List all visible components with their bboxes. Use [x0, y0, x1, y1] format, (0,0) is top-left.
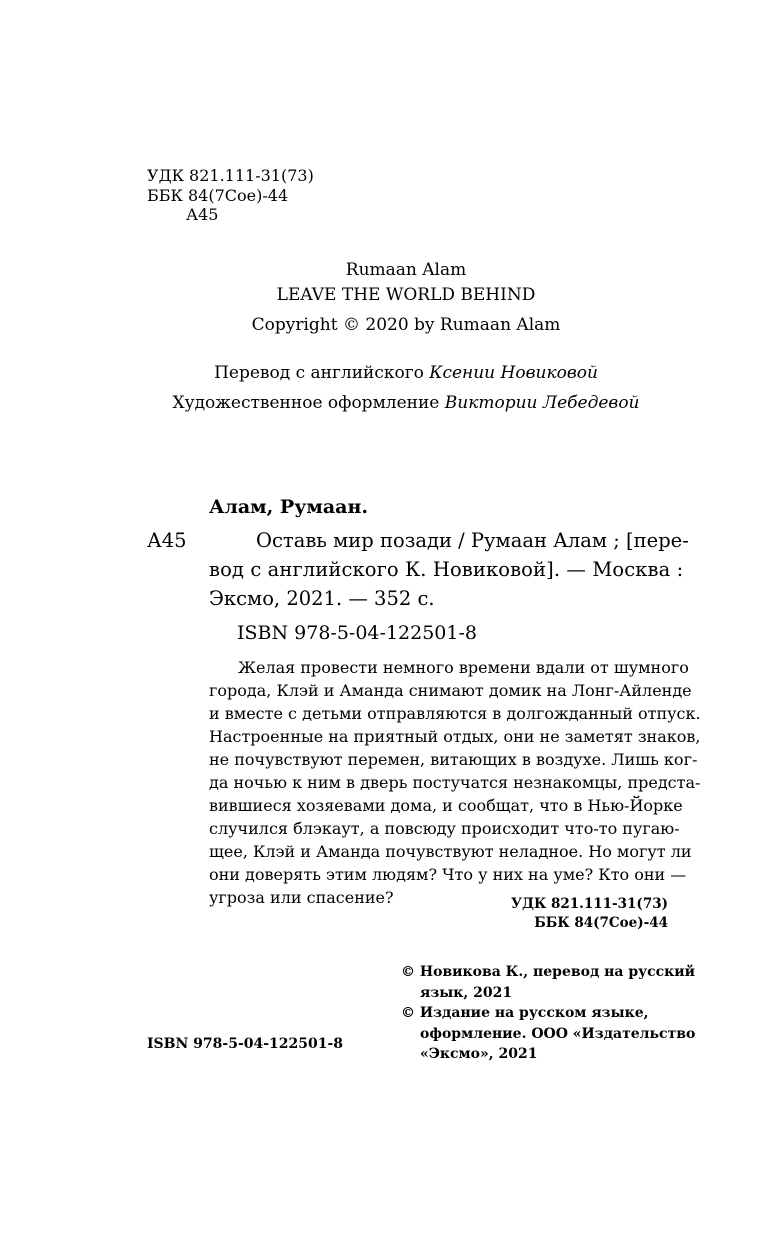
copyright-line: язык, 2021 [420, 984, 513, 1001]
original-author: Rumaan Alam [345, 260, 467, 280]
designer-name: Виктории Лебедевой [444, 393, 640, 413]
copyright-line: © Издание на русском языке, [401, 1005, 649, 1021]
copyright-block [401, 962, 695, 1065]
translation-prefix: Перевод с английского [214, 363, 430, 383]
author-sign-top: А45 [186, 205, 219, 224]
catalog-isbn: ISBN 978-5-04-122501-8 [237, 622, 477, 644]
annotation-line: случился блэкаут, а повсюду происходит что-то пугаю- [209, 819, 680, 838]
catalog-code: А45 [147, 529, 187, 552]
annotation-line: щее, Клэй и Аманда почувствуют неладное. Но могут ли [209, 842, 692, 861]
catalog-author-heading: Алам, Румаан. [209, 496, 369, 518]
isbn-bottom: ISBN 978-5-04-122501-8 [147, 1036, 344, 1052]
annotation-line: города, Клэй и Аманда снимают домик на Лонг-Айленде [209, 681, 692, 700]
catalog-description-line: вод с английского К. Новиковой]. — Москва : [209, 558, 684, 581]
bbk-code-top: ББК 84(7Сое)-44 [147, 186, 289, 205]
annotation-line: и вместе с детьми отправляются в долгожданный отпуск. [209, 704, 701, 723]
translator-name: Ксении Новиковой [429, 363, 598, 383]
copyright-line: оформление. ООО «Издательство [420, 1025, 696, 1042]
annotation-line: Желая провести немного времени вдали от шумного [238, 658, 689, 677]
annotation-line: они доверять этим людям? Что у них на уме? Кто они — [209, 865, 687, 884]
translation-credit [0, 363, 768, 383]
udk-code-bottom: УДК 821.111-31(73) [511, 896, 668, 912]
udk-code-top: УДК 821.111-31(73) [147, 166, 314, 185]
annotation-line: да ночью к ним в дверь постучатся незнакомцы, предста- [209, 773, 701, 792]
original-title: LEAVE THE WORLD BEHIND [276, 285, 536, 305]
catalog-description-line: Оставь мир позади / Румаан Алам ; [пере- [256, 529, 689, 552]
design-prefix: Художественное оформление [172, 393, 445, 413]
copyright-line: © Новикова К., перевод на русский [401, 964, 696, 980]
catalog-description-line: Эксмо, 2021. — 352 с. [209, 587, 435, 610]
original-copyright: Copyright © 2020 by Rumaan Alam [251, 315, 561, 335]
copyright-line: «Эксмо», 2021 [420, 1046, 538, 1062]
annotation-line: не почувствуют перемен, витающих в воздухе. Лишь ког- [209, 750, 698, 769]
annotation-line: вившиеся хозяевами дома, и сообщат, что в Нью-Йорке [209, 796, 683, 815]
design-credit [0, 393, 768, 413]
annotation-line: Настроенные на приятный отдых, они не заметят знаков, [209, 727, 701, 746]
annotation-line: угроза или спасение? [209, 888, 394, 907]
bbk-code-bottom: ББК 84(7Сое)-44 [534, 915, 668, 931]
